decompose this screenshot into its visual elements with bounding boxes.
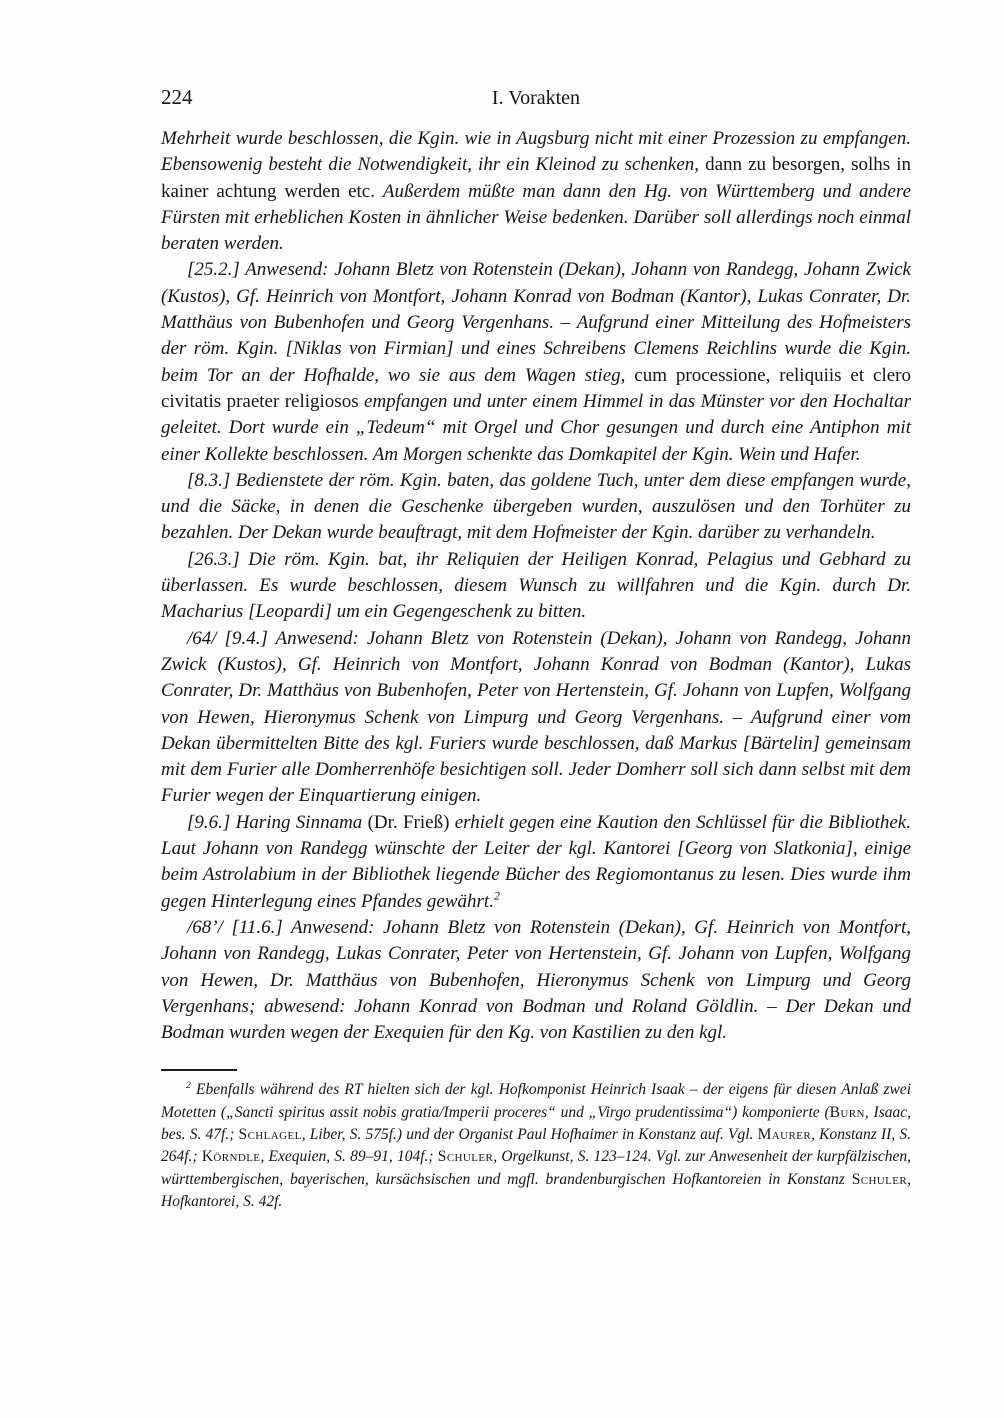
body-text (161, 126, 911, 1046)
running-title: I. Vorakten (491, 87, 581, 109)
text-run: Maurer (757, 1125, 812, 1143)
text-run: , Exequien, S. 89–91, 104f.; (260, 1148, 438, 1166)
text-run: Schlagel (238, 1125, 302, 1143)
text-run: (Dr. Frieß) (367, 811, 455, 833)
text-run: dann zu besorgen, solhs in kainer achtung werden etc. (161, 154, 911, 202)
page-number: 224 (161, 85, 193, 109)
footnote-reference: 2 (186, 1080, 191, 1092)
text-run: [8.3.] Bedienstete der röm. Kgin. baten, das goldene Tuch, unter dem diese empfangen wurde, und die Säcke, in denen die Geschenke übergeben wurden, auszulösen und den Torhüter zu bezahlen. Der Dekan wurde beauftragt, mit dem Hofmeister der Kgin. darüber zu verhandeln. (161, 469, 911, 544)
paragraph (161, 547, 911, 626)
text-run: , Konstanz II, S. 264f.; (161, 1125, 911, 1166)
text-run: erhielt gegen eine Kaution den Schlüssel für die Bibliothek. Laut Johann von Randegg wünschte der Leiter der kgl. Kantorei [Georg von Slatkonia], einige beim Astrolabium in der Bibliothek liegende Bücher des Regiomontanus zu lesen. Dies wurde ihm gegen Hinterlegung eines Pfandes gewährt. (161, 811, 911, 912)
text-run: [25.2.] Anwesend: Johann Bletz von Rotenstein (Dekan), Johann von Randegg, Johann Zwick (Kustos), Gf. Heinrich von Montfort, Johann Konrad von Bodman (Kantor), Lukas Conrater, Dr. Matthäus von Bubenhofen und Georg Vergenhans. – Aufgrund einer Mitteilung des Hofmeisters der röm. Kgin. [Niklas von Firmian] und eines Schreibens Clemens Reichlins wurde die Kgin. beim Tor an der Hofhalde, wo sie aus dem Wagen stieg, (161, 259, 911, 386)
text-run: [9.6.] Haring Sinnama (187, 811, 368, 833)
footnote-text (161, 1079, 911, 1213)
paragraph (161, 626, 911, 810)
text-run: Schuler (851, 1170, 908, 1188)
paragraph (161, 915, 911, 1046)
text-run: Ebenfalls während des RT hielten sich der kgl. Hofkomponist Heinrich Isaak – der eigens für diesen Anlaß zwei Motetten („Sancti spiritus assit nobis gratia/Imperii proceres“ und „Virgo prudentissima“) komponierte ( (161, 1081, 911, 1121)
text-run: cum processione, reliquiis et clero civitatis praeter religiosos (161, 364, 911, 412)
footnote-paragraph (161, 1079, 911, 1213)
paragraph (161, 810, 911, 915)
paragraph (161, 126, 911, 257)
text-run: Körndle (201, 1148, 261, 1166)
text-run: Außerdem müßte man dann den Hg. von Württemberg und andere Fürsten mit erheblichen Kosten in ähnlicher Weise bedenken. Darüber soll allerdings noch einmal beraten werden. (161, 180, 911, 255)
footnote-reference: 2 (493, 889, 500, 903)
text-run: , Hofkantorei, S. 42f. (161, 1170, 911, 1210)
paragraph (161, 257, 911, 467)
text-run: , Isaac, bes. S. 47f.; (161, 1103, 911, 1143)
text-run: /64/ [9.4.] Anwesend: Johann Bletz von Rotenstein (Dekan), Johann von Randegg, Johann Zwick (Kustos), Gf. Heinrich von Montfort, Johann Konrad von Bodman (Kantor), Lukas Conrater, Dr. Matthäus von Bubenhofen, Peter von Hertenstein, Gf. Johann von Lupfen, Wolfgang von Hewen, Hieronymus Schenk von Limpurg und Georg Vergenhans. – Aufgrund einer vom Dekan übermittelten Bitte des kgl. Furiers wurde beschlossen, daß Markus [Bärtelin] gemeinsam mit dem Furier alle Domherrenhöfe besichtigen soll. Jeder Domherr soll sich dann selbst mit dem Furier wegen der Einquartierung einigen. (161, 627, 911, 807)
footnote-rule (161, 1069, 237, 1071)
text-run: [26.3.] Die röm. Kgin. bat, ihr Reliquien der Heiligen Konrad, Pelagius und Gebhard zu überlassen. Es wurde beschlossen, diesem Wunsch zu willfahren und die Kgin. durch Dr. Macharius [Leopardi] um ein Gegengeschenk zu bitten. (161, 548, 911, 623)
page-header (161, 84, 911, 110)
paragraph (161, 468, 911, 547)
text-run: Schuler (437, 1148, 494, 1166)
footnote-section (161, 1069, 911, 1213)
text-run: Burn (829, 1103, 865, 1121)
text-run: , Orgelkunst, S. 123–124. Vgl. zur Anwesenheit der kurpfälzischen, württembergischen, bayerischen, kursächsischen und mgfl. brandenburgischen Hofkantoreien in Konstanz (161, 1148, 911, 1188)
text-run: /68’/ [11.6.] Anwesend: Johann Bletz von Rotenstein (Dekan), Gf. Heinrich von Montfort, Johann von Randegg, Lukas Conrater, Peter von Hertenstein, Gf. Johann von Lupfen, Wolfgang von Hewen, Dr. Matthäus von Bubenhofen, Hieronymus Schenk von Limpurg und Georg Vergenhans; abwesend: Johann Konrad von Bodman und Roland Göldlin. – Der Dekan und Bodman wurden wegen der Exequien für den Kg. von Kastilien zu den kgl. (161, 916, 911, 1044)
text-run: empfangen und unter einem Himmel in das Münster vor den Hochaltar geleitet. Dort wurde ein „Tedeum“ mit Orgel und Chor gesungen und durch eine Antiphon mit einer Kollekte beschlossen. Am Morgen schenkte das Domkapitel der Kgin. Wein und Hafer. (161, 390, 911, 465)
text-run: Mehrheit wurde beschlossen, die Kgin. wie in Augsburg nicht mit einer Prozession zu empfangen. Ebensowenig besteht die Notwendigkeit, ihr ein Kleinod zu schenken, (161, 128, 911, 176)
text-run: , Liber, S. 575f.) und der Organist Paul Hofhaimer in Konstanz auf. Vgl. (301, 1125, 758, 1143)
